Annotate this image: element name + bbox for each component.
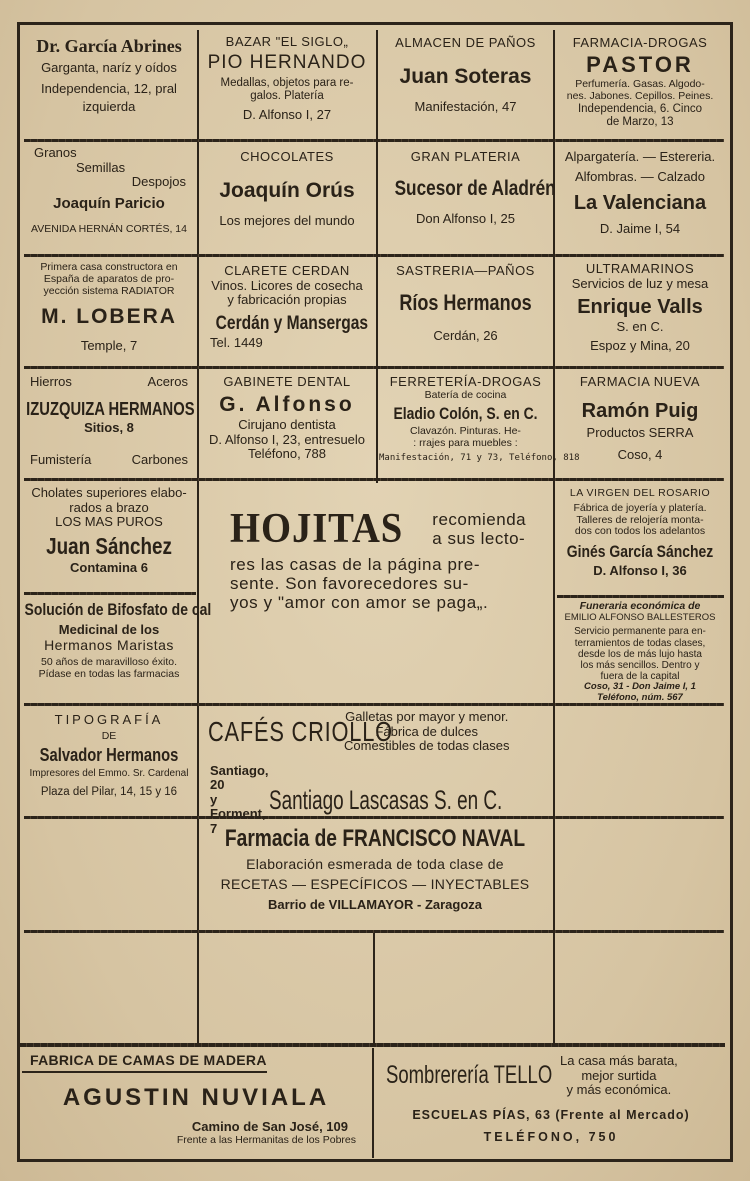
ad-text: RECETAS — ESPECÍFICOS — INYECTABLES [220, 875, 530, 892]
divider [20, 1043, 725, 1047]
ad-text: Productos SERRA [586, 424, 694, 440]
ad-address: y Forment, 7 [210, 791, 266, 836]
advertiser-name: M. LOBERA [41, 305, 177, 329]
ad-title: GABINETE DENTAL [223, 374, 351, 389]
ad-juan-soteras [379, 36, 552, 136]
divider [24, 930, 724, 933]
ad-text: rados a brazo [69, 499, 149, 515]
ad-title: GRAN PLATERIA [410, 149, 521, 164]
advertiser-name: Farmacia de FRANCISCO NAVAL [224, 825, 526, 852]
advertiser-name: PASTOR [586, 51, 694, 77]
ad-eladio-colon [379, 374, 580, 474]
hojitas-text: res las casas de la página pre- [230, 555, 481, 574]
ad-text: Cholates superiores elabo- [31, 485, 187, 500]
advertiser-name: EMILIO ALFONSO BALLESTEROS [564, 611, 716, 623]
ad-text: Primera casa constructora en [40, 261, 178, 273]
ad-address: Coso, 31 - Don Jaime I, 1 [584, 681, 696, 693]
ad-bazar-el-siglo [200, 35, 374, 137]
ad-address: de Marzo, 13 [606, 115, 674, 128]
ad-text-row [22, 374, 196, 389]
ad-address: Manifestación, 71 y 73, Teléfono, 818 [379, 452, 580, 463]
ad-rios-hermanos [379, 264, 552, 362]
ad-text: Garganta, naríz y oídos [41, 60, 177, 76]
advertiser-name: Joaquín Paricio [53, 194, 165, 212]
ad-agustin-nuviala [22, 1052, 370, 1152]
hojitas-top [202, 505, 550, 553]
ad-gabinete-dental [200, 375, 374, 474]
advertiser-name: Juan Sánchez [46, 532, 172, 559]
ad-text: desde los de más lujo hasta [578, 648, 702, 660]
ad-address: Contamina 6 [69, 560, 148, 576]
ad-text: Aceros [147, 374, 188, 389]
ad-text: yección sistema RADIATOR [43, 284, 175, 297]
ad-text: Talleres de relojería monta- [576, 513, 704, 526]
ad-address: D. Alfonso I, 27 [242, 106, 332, 122]
ad-text: S. en C. [616, 319, 664, 335]
ad-text: dos con todos los adelantos [574, 525, 706, 538]
ad-text: Fábrica de dulces [375, 723, 479, 739]
ad-m-lobera [22, 262, 196, 362]
ad-text: Vinos. Licores de cosecha [211, 277, 363, 293]
ad-text: Fumistería [30, 451, 92, 467]
ad-cafes-criollo [200, 709, 550, 836]
divider [557, 595, 724, 598]
ad-chocolates-orus [200, 150, 374, 250]
ad-juan-sanchez [22, 486, 196, 590]
advertiser-name: PIO HERNANDO [207, 51, 367, 73]
ad-title: FABRICA DE CAMAS DE MADERA [22, 1053, 267, 1073]
divider [24, 366, 724, 369]
ad-text: fuera de la capital [600, 671, 680, 683]
ad-text: mejor surtida [581, 1067, 657, 1083]
ad-address: Independencia, 12, pral [41, 80, 177, 96]
ad-address: D. Alfonso I, 36 [593, 563, 687, 579]
ad-text: Cirujano dentista [238, 417, 336, 433]
ad-text: LOS MAS PUROS [55, 514, 163, 530]
ad-title: ALMACEN DE PAÑOS [395, 35, 536, 50]
ad-address: Independencia, 6. Cinco [577, 102, 703, 115]
ad-address: Coso, 4 [617, 447, 663, 463]
ad-text: Servicios de luz y mesa [571, 275, 709, 291]
ad-address: AVENIDA HERNÁN CORTÉS, 14 [31, 223, 187, 236]
ad-virgen-rosario [556, 488, 724, 592]
ad-address: Espoz y Mina, 20 [590, 338, 690, 354]
ad-text: España de aparatos de pro- [43, 272, 175, 285]
hojitas-text: recomienda [432, 509, 527, 529]
ad-address: Cerdán, 26 [433, 328, 498, 344]
advertiser-name: Dr. García Abrines [36, 36, 182, 56]
advertiser-name: Sucesor de Aladrén [394, 176, 556, 200]
divider [372, 1048, 374, 1158]
advertiser-name: Eladio Colón, S. en C. [393, 404, 538, 424]
ad-address: D. Jaime I, 54 [599, 221, 681, 237]
ad-address: D. Alfonso I, 23, entresuelo [208, 431, 366, 447]
ad-text: Elaboración esmerada de toda clase de [246, 855, 504, 872]
advertiser-name: Ginés García Sánchez [566, 542, 714, 561]
ad-title: BAZAR "EL SIGLO„ [225, 34, 349, 49]
ad-text: : rrajes para muebles : [413, 437, 518, 450]
ad-phone: Teléfono, núm. 567 [597, 691, 683, 703]
divider [24, 478, 724, 481]
hojitas-body [202, 555, 550, 612]
ad-address: Plaza del Pilar, 14, 15 y 16 [40, 785, 178, 798]
ad-text: Fábrica de joyería y platería. [573, 501, 707, 514]
ad-address: Temple, 7 [80, 337, 138, 353]
advertiser-name: IZUZQUIZA HERMANOS [26, 399, 195, 419]
ad-phone: TELÉFONO, 750 [483, 1129, 619, 1144]
ad-hermanos-maristas [22, 600, 212, 700]
ad-clarete-cerdan [200, 264, 374, 362]
tello-slogan [560, 1054, 678, 1098]
hojitas-text: a sus lecto- [432, 529, 526, 548]
ad-address: Barrio de VILLAMAYOR - Zaragoza [267, 897, 483, 913]
ad-text: Medallas, objetos para re- [220, 76, 354, 89]
ad-funeraria [556, 601, 724, 701]
ad-garcia-abrines [22, 36, 196, 136]
ad-farmacia-pastor [556, 36, 724, 136]
ad-text: Hierros [30, 374, 72, 389]
ad-address: Sitios, 8 [84, 420, 134, 436]
cafes-top [200, 710, 550, 754]
tello-top [378, 1054, 724, 1098]
ad-title: LA VIRGEN DEL ROSARIO [569, 487, 711, 499]
ad-text: DE [101, 729, 117, 742]
ad-text: Semillas [76, 159, 126, 175]
ad-text: Alpargatería. — Estereria. [564, 149, 716, 164]
ad-address: Manifestación, 47 [414, 99, 517, 115]
divider [24, 254, 724, 257]
divider [24, 592, 196, 595]
ad-text-row [22, 452, 196, 467]
ad-farmacia-naval [200, 826, 550, 928]
ad-address: Santiago, 20 [210, 762, 269, 793]
ad-text: nes. Jabones. Cepillos. Peines. [566, 89, 714, 102]
ad-title: TIPOGRAFÍA [54, 712, 164, 727]
ad-text: Los mejores del mundo [219, 213, 355, 229]
ad-text: Comestibles de todas clases [344, 738, 510, 754]
ad-farmacia-nueva [556, 375, 724, 474]
ad-title: FERRETERÍA-DROGAS [389, 374, 542, 389]
ad-la-valenciana [556, 150, 724, 250]
ad-address: Don Alfonso I, 25 [415, 211, 515, 227]
ad-text: Frente a las Hermanitas de los Pobres [176, 1134, 356, 1147]
advertiser-name: Juan Soteras [399, 64, 532, 88]
ad-address: ESCUELAS PÍAS, 63 (Frente al Mercado) [412, 1107, 690, 1122]
advertiser-name: AGUSTIN NUVIALA [62, 1083, 330, 1111]
ad-text: terramientos de todas clases, [574, 637, 706, 649]
ad-text: Carbones [131, 451, 188, 467]
hojitas-text: sente. Son favorecedores su- [230, 574, 469, 594]
ad-enrique-valls [556, 262, 724, 362]
advertiser-name: Enrique Valls [577, 296, 703, 319]
ad-text: galos. Platería [250, 89, 324, 102]
ad-text: Clavazón. Pinturas. He- [410, 425, 521, 438]
ad-text: Alfombras. — Calzado [574, 168, 706, 184]
ad-text: Pídase en todas las farmacias [38, 668, 180, 680]
divider [24, 139, 724, 142]
advertiser-name: Ramón Puig [581, 399, 699, 422]
hojitas-text: yos y "amor con amor se paga„. [230, 593, 489, 613]
advertiser-name: Hermanos Maristas [44, 636, 174, 653]
ad-text: los más sencillos. Dentro y [580, 659, 700, 671]
advertiser-name: Cerdán y Mansergas [215, 312, 369, 334]
ad-text: y más económica. [566, 1082, 672, 1098]
ad-text: Batería de cocina [424, 388, 507, 401]
ad-phone: Tel. 1449 [210, 334, 263, 350]
ad-sucesor-aladren [379, 149, 556, 250]
advertiser-name: G. Alfonso [219, 392, 355, 416]
ad-title: FARMACIA-DROGAS [572, 35, 708, 50]
ad-text: Perfumería. Gasas. Algodo- [575, 78, 705, 91]
ad-owner: Santiago Lascasas S. en C. [268, 784, 502, 815]
ad-address: izquierda [82, 99, 136, 115]
ad-sombrereria-tello [378, 1054, 724, 1154]
ad-text: La casa más barata, [560, 1053, 678, 1068]
advertiser-name: La Valenciana [573, 192, 707, 215]
ad-title: Solución de Bifosfato de cal [24, 600, 212, 619]
ad-title: CHOCOLATES [240, 149, 334, 164]
ad-title: SASTRERIA—PAÑOS [396, 263, 535, 278]
ad-joaquin-paricio [22, 146, 196, 252]
hojitas-title: HOJITAS [230, 506, 404, 552]
ad-title: CLARETE CERDAN [224, 263, 350, 278]
ad-text: Granos [34, 145, 77, 160]
ad-text: Galletas por mayor y menor. [345, 709, 509, 724]
ad-title: ULTRAMARINOS [585, 261, 695, 276]
hojitas-intro [432, 510, 526, 548]
ad-text: Impresores del Emmo. Sr. Cardenal [29, 768, 189, 780]
hojitas-notice [202, 505, 550, 695]
ad-text: Servicio permanente para en- [574, 626, 706, 638]
ad-izuzquiza-hermanos [22, 374, 196, 474]
advertiser-name: Ríos Hermanos [399, 289, 532, 315]
advertiser-name: Joaquín Orús [219, 178, 355, 202]
advertiser-name: Sombrerería TELLO [386, 1061, 553, 1090]
divider [373, 933, 375, 1044]
divider [197, 30, 199, 1044]
ad-title: Funeraria económica de [579, 600, 701, 612]
ad-tipografia [22, 713, 196, 813]
ad-text: Medicinal de los [58, 622, 160, 638]
ad-text: Despojos [131, 174, 186, 190]
ad-address: Camino de San José, 109 [191, 1118, 348, 1134]
advertiser-name: CAFÉS CRIOLLO [208, 715, 393, 747]
ad-title: FARMACIA NUEVA [579, 374, 701, 389]
ad-text: 50 años de maravilloso éxito. [41, 656, 177, 669]
ad-text: y fabricación propias [227, 292, 347, 308]
ad-phone: Teléfono, 788 [247, 446, 327, 462]
advertiser-name: Salvador Hermanos [39, 745, 179, 766]
